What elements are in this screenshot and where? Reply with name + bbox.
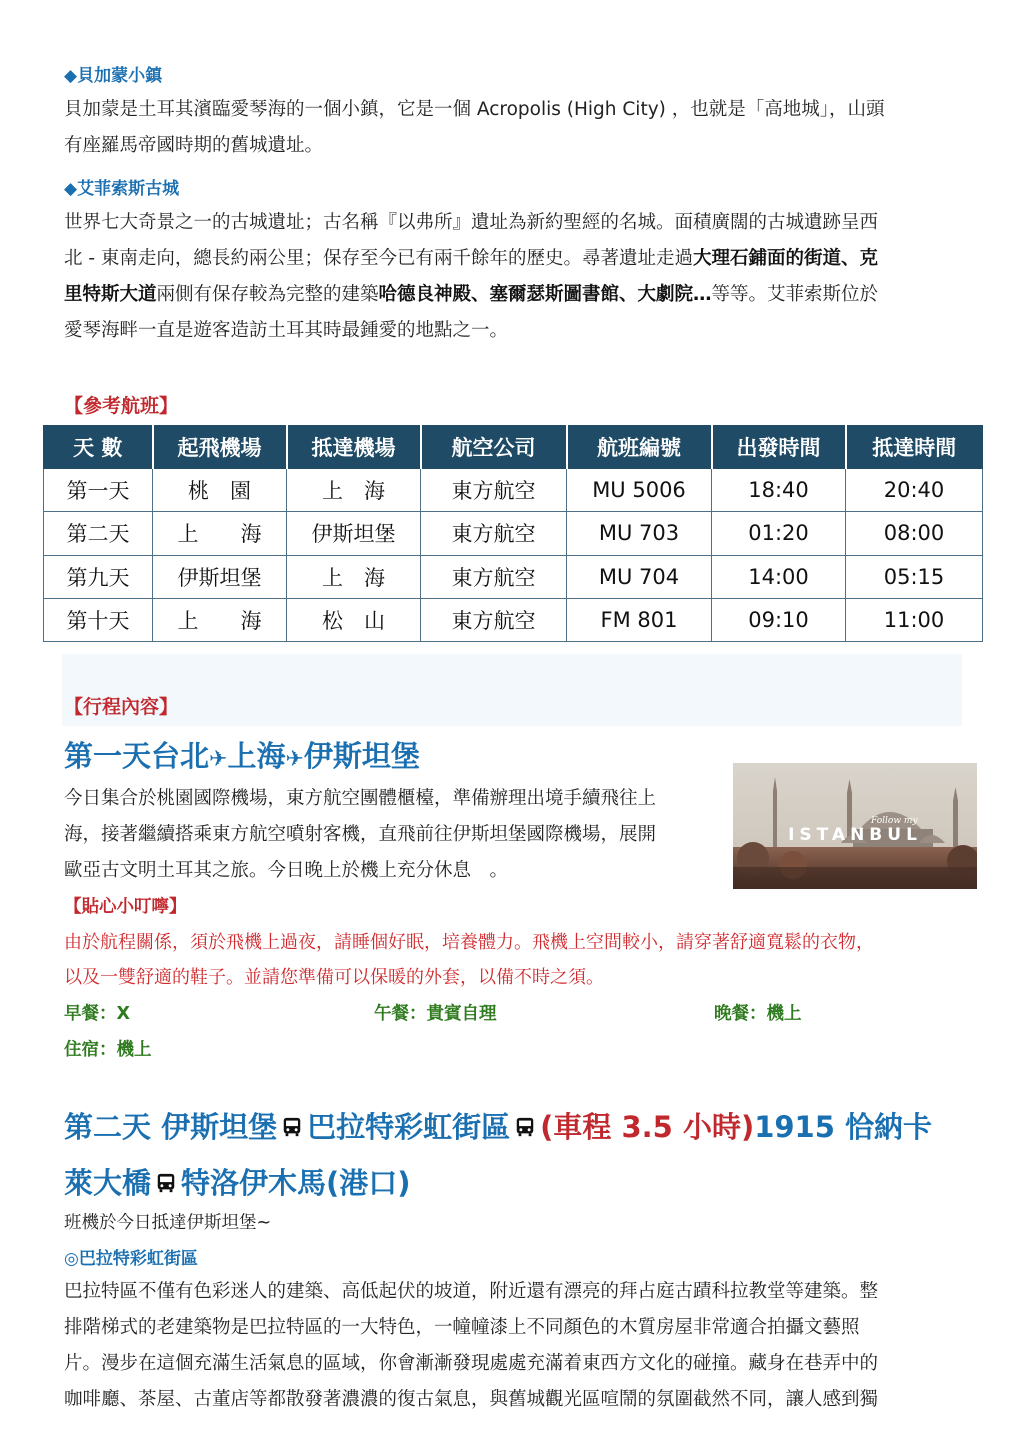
text-line	[64, 277, 964, 313]
text-line	[64, 241, 964, 277]
cell-arrival-airport: 松 山	[287, 598, 421, 641]
text-line	[64, 1099, 974, 1155]
text-line: 巴拉特區不僅有色彩迷人的建築、高低起伏的坡道，附近還有漂亮的拜占庭古蹟科拉教堂等建築。整	[64, 1281, 879, 1302]
day2-intro: 班機於今日抵達伊斯坦堡~	[64, 1213, 272, 1233]
col-header-day: 天 數	[44, 426, 153, 469]
text-plain: 等等。艾菲索斯位於	[711, 284, 879, 305]
text-line: 咖啡廳、茶屋、古董店等都散發著濃濃的復古氣息，與舊城觀光區喧鬧的氛圍截然不同，讓人感到獨	[64, 1389, 879, 1410]
day2-title-text: 1915 恰納卡	[754, 1110, 933, 1144]
day1-title	[64, 734, 420, 775]
cell-departure-time: 09:10	[712, 598, 846, 641]
text-bold: 哈德良神殿、塞爾瑟斯圖書館、大劇院…	[378, 284, 712, 305]
day1-title-text: 伊斯坦堡	[303, 739, 420, 773]
photo-caption: Follow my	[871, 816, 918, 826]
tips-text	[64, 925, 964, 995]
text-plain: 北 - 東南走向，總長約兩公里；保存至今已有兩千餘年的歷史。尋著遺址走過	[64, 248, 693, 269]
cell-arrival-airport: 上 海	[287, 469, 421, 512]
text-line: 有座羅馬帝國時期的舊城遺址。	[64, 135, 324, 156]
cell-arrival-time: 20:40	[846, 469, 983, 512]
section-background-band	[62, 654, 962, 726]
table-row	[44, 512, 983, 555]
col-header-departure-time: 出發時間	[712, 426, 846, 469]
dinner-info: 晚餐：機上	[714, 1004, 802, 1024]
lodging-info: 住宿：機上	[64, 1040, 152, 1060]
table-row	[44, 598, 983, 641]
tips-heading: 【貼心小叮嚀】	[64, 897, 187, 917]
day2-title	[64, 1099, 974, 1211]
text-line: 世界七大奇景之一的古城遺址；古名稱『以弗所』遺址為新約聖經的名城。面積廣闊的古城遺跡呈西	[64, 212, 879, 233]
cell-flight-number: MU 703	[567, 512, 712, 555]
cell-departure-airport: 上 海	[153, 598, 287, 641]
cell-arrival-airport: 上 海	[287, 555, 421, 598]
table-row	[44, 555, 983, 598]
ephesus-description	[64, 205, 964, 349]
bergama-description	[64, 92, 964, 164]
airplane-icon: ✈	[209, 747, 228, 772]
col-header-departure-airport: 起飛機場	[153, 426, 287, 469]
text-line: 歐亞古文明土耳其之旅。今日晚上於機上充分休息 。	[64, 860, 509, 881]
drive-time: (車程 3.5 小時)	[540, 1110, 755, 1144]
cell-airline: 東方航空	[421, 469, 567, 512]
istanbul-photo	[733, 763, 977, 889]
day2-title-text: 巴拉特彩虹街區	[307, 1110, 511, 1144]
balat-heading-text: 巴拉特彩虹街區	[78, 1249, 198, 1269]
airplane-icon: ✈	[285, 747, 304, 772]
cell-arrival-time: 11:00	[846, 598, 983, 641]
day1-description	[64, 781, 724, 889]
cell-departure-airport: 桃 園	[153, 469, 287, 512]
cell-departure-time: 01:20	[712, 512, 846, 555]
itinerary-heading: 【行程內容】	[64, 696, 179, 718]
cell-day: 第九天	[44, 555, 153, 598]
flights-heading: 【參考航班】	[64, 395, 179, 417]
cell-departure-time: 14:00	[712, 555, 846, 598]
text-line: 今日集合於桃園國際機場，東方航空團體櫃檯，準備辦理出境手續飛往上	[64, 788, 657, 809]
text-line: 排階梯式的老建築物是巴拉特區的一大特色，一幢幢漆上不同顏色的木質房屋非常適合拍攝文藝照	[64, 1317, 860, 1338]
text-line: 海，接著繼續搭乘東方航空噴射客機，直飛前往伊斯坦堡國際機場，展開	[64, 824, 657, 845]
cell-airline: 東方航空	[421, 512, 567, 555]
text-line: 愛琴海畔一直是遊客造訪土耳其時最鍾愛的地點之一。	[64, 320, 509, 341]
day2-title-text: 萊大橋	[64, 1166, 152, 1200]
col-header-flight-number: 航班編號	[567, 426, 712, 469]
day2-title-text: 第二天 伊斯坦堡	[64, 1110, 278, 1144]
cell-flight-number: FM 801	[567, 598, 712, 641]
cell-day: 第二天	[44, 512, 153, 555]
flights-table	[43, 425, 983, 642]
table-row	[44, 469, 983, 512]
text-line	[64, 1155, 974, 1211]
text-bold: 里特斯大道	[64, 284, 157, 305]
col-header-airline: 航空公司	[421, 426, 567, 469]
photo-title: ISTANBUL	[788, 825, 922, 845]
cell-arrival-airport: 伊斯坦堡	[287, 512, 421, 555]
col-header-arrival-airport: 抵達機場	[287, 426, 421, 469]
cell-arrival-time: 08:00	[846, 512, 983, 555]
cell-departure-time: 18:40	[712, 469, 846, 512]
cell-day: 第十天	[44, 598, 153, 641]
cell-departure-airport: 伊斯坦堡	[153, 555, 287, 598]
section-heading-bergama: ◆貝加蒙小鎮	[64, 66, 163, 86]
day2-title-text: 特洛伊木馬(港口)	[181, 1166, 411, 1200]
cell-day: 第一天	[44, 469, 153, 512]
balat-heading	[64, 1244, 198, 1269]
section-heading-ephesus: ◆艾菲索斯古城	[64, 179, 180, 199]
bus-icon	[514, 1116, 536, 1138]
day1-title-text: 上海	[227, 739, 286, 773]
bus-icon	[281, 1116, 303, 1138]
cell-flight-number: MU 5006	[567, 469, 712, 512]
cell-departure-airport: 上 海	[153, 512, 287, 555]
bullet-marker: ◎	[64, 1249, 79, 1269]
text-line: 由於航程關係，須於飛機上過夜，請睡個好眠，培養體力。飛機上空間較小，請穿著舒適寬鬆的衣物，	[64, 932, 874, 953]
lunch-info: 午餐：貴賓自理	[374, 1004, 497, 1024]
text-line: 貝加蒙是土耳其濱臨愛琴海的一個小鎮，它是一個 Acropolis (High City) ，也就是「高地城」，山頭	[64, 99, 885, 120]
bus-icon	[155, 1172, 177, 1194]
cell-airline: 東方航空	[421, 598, 567, 641]
col-header-arrival-time: 抵達時間	[846, 426, 983, 469]
cell-airline: 東方航空	[421, 555, 567, 598]
day1-title-text: 第一天台北	[64, 739, 210, 773]
text-bold: 大理石鋪面的街道、克	[692, 248, 878, 269]
cell-flight-number: MU 704	[567, 555, 712, 598]
text-line: 以及一雙舒適的鞋子。並請您準備可以保暖的外套，以備不時之須。	[64, 967, 604, 988]
text-line: 片。漫步在這個充滿生活氣息的區域，你會漸漸發現處處充滿着東西方文化的碰撞。藏身在巷弄中的	[64, 1353, 879, 1374]
cell-arrival-time: 05:15	[846, 555, 983, 598]
breakfast-info: 早餐：X	[64, 1004, 130, 1024]
table-header-row	[44, 426, 983, 469]
balat-description	[64, 1274, 964, 1418]
text-plain: 兩側有保存較為完整的建築	[156, 284, 379, 305]
